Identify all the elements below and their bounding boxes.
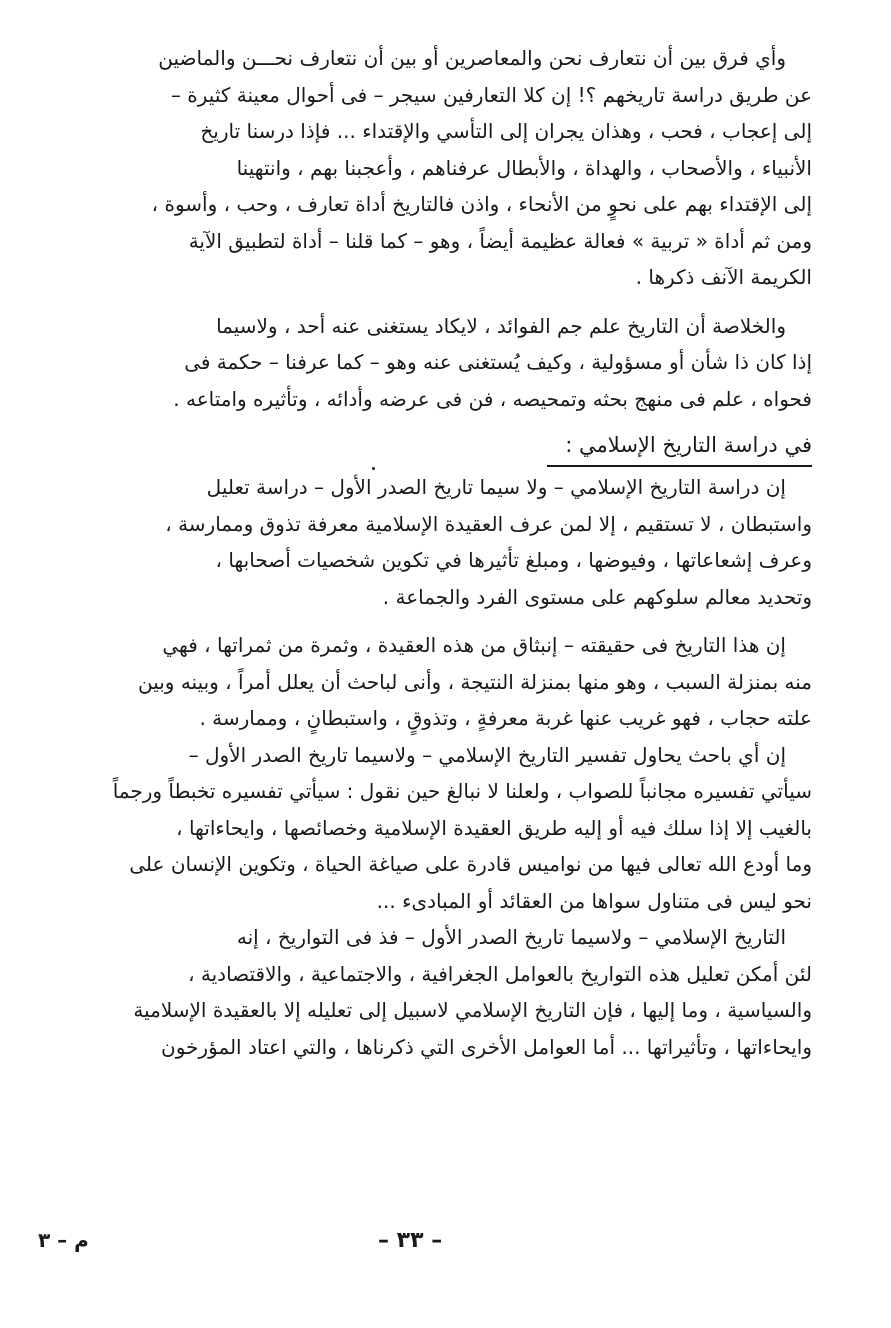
text-line: إلى الإقتداء بهم على نحوٍ من الأنحاء ، واذن فالتاريخ أداة تعارف ، وحب ، وأسوة ، (151, 192, 812, 216)
text-line: عن طريق دراسة تاريخهم ؟! إن كلا التعارفين سيجر – فى أحوال معينة كثيرة – (170, 82, 812, 107)
text-line: إلى إعجاب ، فحب ، وهذان يجران إلى التأسي والإقتداء ... فإذا درسنا تاريخ (200, 119, 812, 143)
paragraph-4 (72, 627, 812, 737)
page-content (72, 40, 812, 1065)
text-line: نحو ليس فى متناول سواها من العقائد أو المبادىء ... (376, 888, 812, 913)
text-line: الكريمة الآنف ذكرها . (635, 265, 812, 289)
text-line: إذا كان ذا شأن أو مسؤولية ، وكيف يُستغنى عنه وهو – كما عرفنا – حكمة فى (184, 350, 812, 374)
text-line: ومن ثم أداة « تربية » فعالة عظيمة أيضاً ، وهو – كما قلنا – أداة لتطبيق الآية (188, 228, 812, 253)
text-line: إن دراسة التاريخ الإسلامي – ولا سيما تاريخ الصدر الأول – دراسة تعليل (206, 475, 786, 499)
text-line: واستبطان ، لا تستقيم ، إلا لمن عرف العقيدة الإسلامية معرفة تذوق وممارسة ، (165, 511, 812, 536)
page-number: – ٣٣ – (378, 1228, 443, 1253)
section-heading: في دراسة التاريخ الإسلامي : (565, 433, 812, 457)
text-line: وتحديد معالم سلوكهم على مستوى الفرد والجماعة . (382, 584, 812, 609)
print-speck (372, 467, 375, 470)
section-heading-block (72, 427, 812, 469)
text-line: سيأتي تفسيره مجانباً للصواب ، ولعلنا لا نبالغ حين نقول : سيأتي تفسيره تخبطاً ورجماً (112, 779, 812, 803)
text-line: وعرف إشعاعاتها ، وفيوضها ، ومبلغ تأثيرها في تكوين شخصيات أصحابها ، (215, 548, 812, 572)
signature-mark: م – ٣ (38, 1228, 89, 1252)
text-line: والخلاصة أن التاريخ علم جم الفوائد ، لايكاد يستغنى عنه أحد ، ولاسيما (216, 313, 786, 338)
page-footer (0, 1228, 891, 1264)
heading-underline (547, 465, 812, 467)
text-line: إن أي باحث يحاول تفسير التاريخ الإسلامي – ولاسيما تاريخ الصدر الأول – (188, 742, 786, 767)
text-line: والسياسية ، وما إليها ، فإن التاريخ الإسلامي لاسبيل إلى تعليله إلا بالعقيدة الإسلامية (133, 998, 812, 1022)
text-line: إن هذا التاريخ فى حقيقته – إنبثاق من هذه العقيدة ، وثمرة من ثمراتها ، فهي (162, 633, 786, 657)
text-line: علته حجاب ، فهو غريب عنها غربة معرفةٍ ، وتذوقٍ ، واستبطانٍ ، وممارسة . (199, 706, 812, 730)
text-line: الأنبياء ، والأصحاب ، والهداة ، والأبطال عرفناهم ، وأعجبنا بهم ، وانتهينا (236, 155, 812, 180)
text-line: بالغيب إلا إذا سلك فيه أو إليه طريق العقيدة الإسلامية وخصائصها ، وايحاءاتها ، (176, 815, 812, 840)
paragraph-3 (72, 469, 812, 615)
text-line: وايحاءاتها ، وتأثيراتها ... أما العوامل الأخرى التي ذكرناها ، والتي اعتاد المؤرخون (161, 1034, 812, 1059)
paragraph-1 (72, 40, 812, 296)
text-line: التاريخ الإسلامي – ولاسيما تاريخ الصدر الأول – فذ فى التواريخ ، إنه (236, 925, 786, 949)
paragraph-2 (72, 308, 812, 418)
text-line: وأي فرق بين أن نتعارف نحن والمعاصرين أو بين أن نتعارف نحـــن والماضين (158, 46, 786, 70)
text-line: لئن أمكن تعليل هذه التواريخ بالعوامل الجغرافية ، والاجتماعية ، والاقتصادية ، (188, 961, 812, 986)
text-line: منه بمنزلة السبب ، وهو منها بمنزلة النتيجة ، وأنى لباحث أن يعلل أمراً ، وبينه وبين (137, 669, 812, 694)
paragraph-5 (72, 737, 812, 920)
text-line: وما أودع الله تعالى فيها من نواميس قادرة على صياغة الحياة ، وتكوين الإنسان على (129, 852, 812, 876)
text-line: فحواه ، علم فى منهج بحثه وتمحيصه ، فن فى عرضه وأدائه ، وتأثيره وامتاعه . (173, 386, 812, 411)
paragraph-6 (72, 919, 812, 1065)
